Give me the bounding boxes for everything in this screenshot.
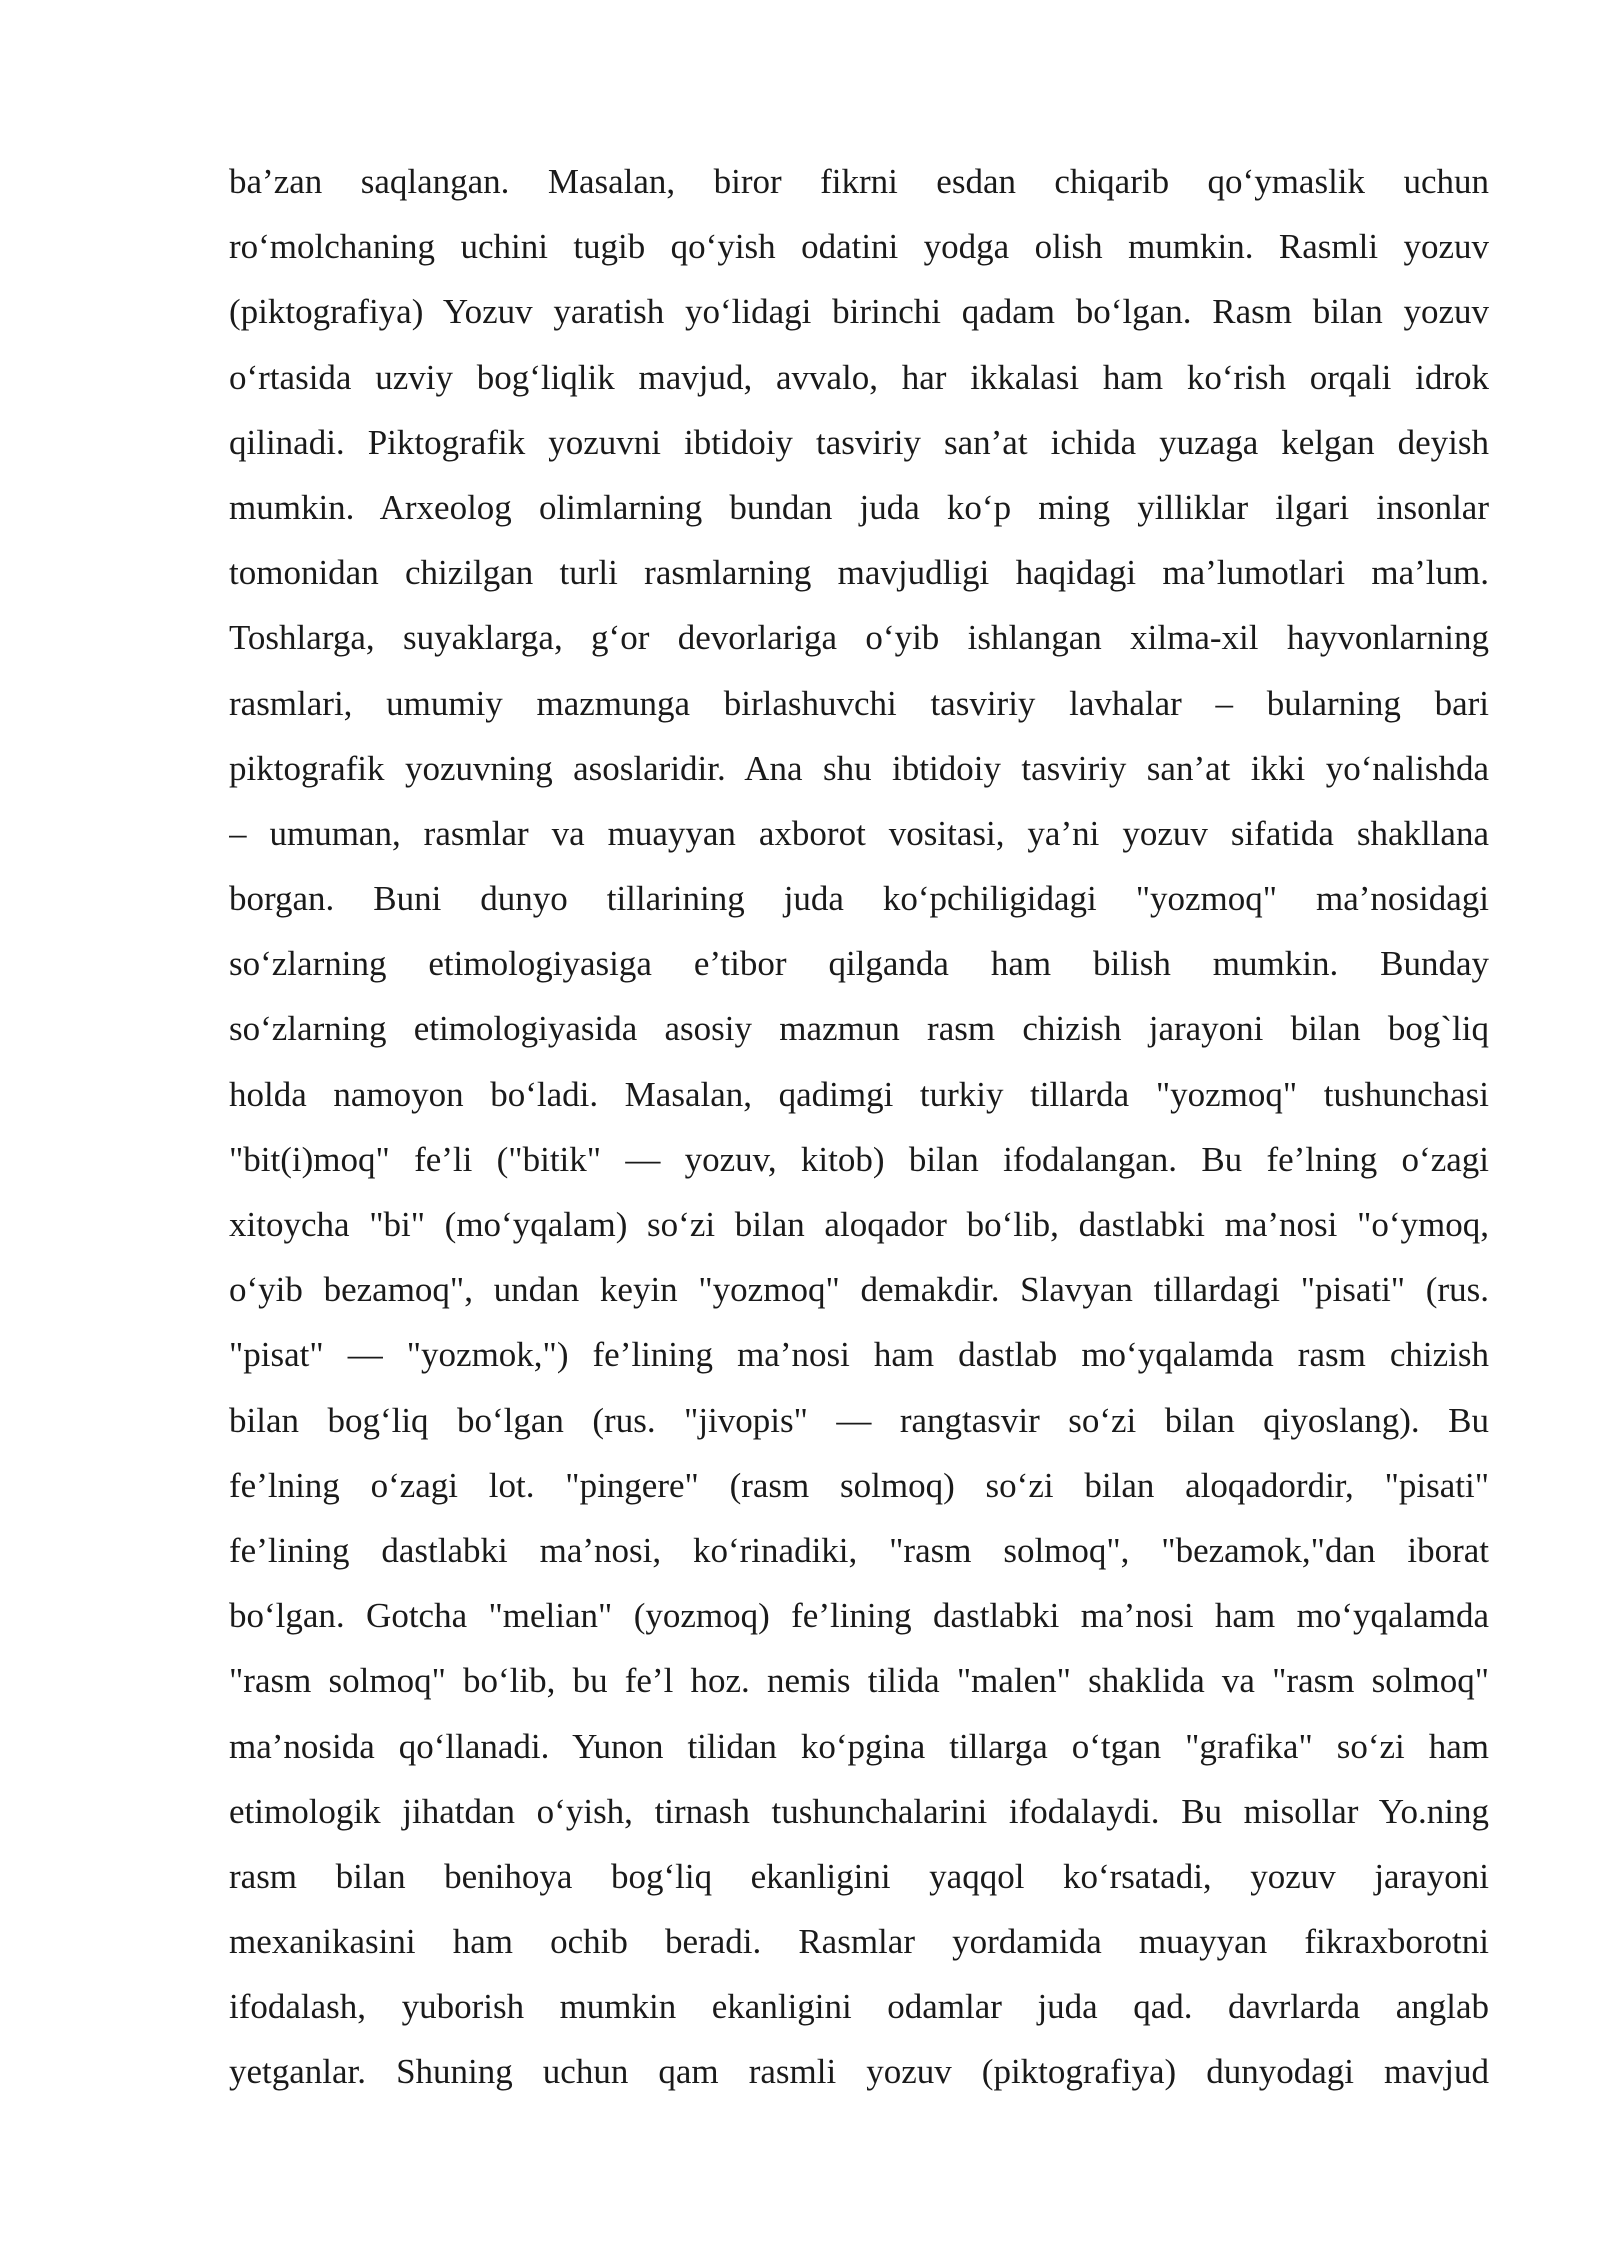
text-line: bilan bog‘liq bo‘lgan (rus. "jivopis" — rangtasvir so‘zi bilan qiyoslang). Bu	[229, 1400, 1489, 1440]
text-line: fe’lining dastlabki ma’nosi, ko‘rinadiki, "rasm solmoq", "bezamok,"dan iborat	[229, 1530, 1489, 1570]
text-line: qilinadi. Piktografik yozuvni ibtidoiy tasviriy san’at ichida yuzaga kelgan deyish	[229, 422, 1489, 462]
text-line: etimologik jihatdan o‘yish, tirnash tushunchalarini ifodalaydi. Bu misollar Yo.ning	[229, 1791, 1489, 1831]
text-line: xitoycha "bi" (mo‘yqalam) so‘zi bilan aloqador bo‘lib, dastlabki ma’nosi "o‘ymoq,	[229, 1205, 1489, 1244]
text-line: "bit(i)moq" fe’li ("bitik" — yozuv, kitob) bilan ifodalangan. Bu fe’lning o‘zagi	[229, 1139, 1489, 1179]
text-line: "pisat" — "yozmok,") fe’lining ma’nosi ham dastlab mo‘yqalamda rasm chizish	[229, 1335, 1489, 1375]
text-line: – umuman, rasmlar va muayyan axborot vositasi, ya’ni yozuv sifatida shakllana	[229, 813, 1489, 853]
text-line: borgan. Buni dunyo tillarining juda ko‘pchiligidagi "yozmoq" ma’nosidagi	[229, 879, 1489, 919]
text-line: holda namoyon bo‘ladi. Masalan, qadimgi turkiy tillarda "yozmoq" tushunchasi	[229, 1074, 1489, 1114]
body-paragraph	[229, 149, 1489, 2105]
text-line: so‘zlarning etimologiyasida asosiy mazmun rasm chizish jarayoni bilan bog`liq	[229, 1009, 1489, 1049]
text-line: ro‘molchaning uchini tugib qo‘yish odatini yodga olish mumkin. Rasmli yozuv	[229, 227, 1489, 267]
text-line: piktografik yozuvning asoslaridir. Ana shu ibtidoiy tasviriy san’at ikki yo‘nalishda	[229, 748, 1489, 788]
text-line: tomonidan chizilgan turli rasmlarning mavjudligi haqidagi ma’lumotlari ma’lum.	[229, 553, 1489, 593]
text-line: bo‘lgan. Gotcha "melian" (yozmoq) fe’lining dastlabki ma’nosi ham mo‘yqalamda	[229, 1596, 1489, 1636]
text-line: Toshlarga, suyaklarga, g‘or devorlariga o‘yib ishlangan xilma-xil hayvonlarning	[229, 618, 1489, 658]
text-line: ba’zan saqlangan. Masalan, biror fikrni esdan chiqarib qo‘ymaslik uchun	[229, 162, 1489, 201]
text-line: mumkin. Arxeolog olimlarning bundan juda ko‘p ming yilliklar ilgari insonlar	[229, 487, 1489, 527]
text-line: "rasm solmoq" bo‘lib, bu fe’l hoz. nemis tilida "malen" shaklida va "rasm solmoq"	[229, 1661, 1489, 1701]
text-line: yetganlar. Shuning uchun qam rasmli yozuv (piktografiya) dunyodagi mavjud	[229, 2052, 1489, 2092]
text-line: (piktografiya) Yozuv yaratish yo‘lidagi birinchi qadam bo‘lgan. Rasm bilan yozuv	[229, 292, 1489, 332]
text-line: fe’lning o‘zagi lot. "pingere" (rasm solmoq) so‘zi bilan aloqadordir, "pisati"	[229, 1465, 1489, 1505]
text-line: o‘rtasida uzviy bog‘liqlik mavjud, avvalo, har ikkalasi ham ko‘rish orqali idrok	[229, 357, 1489, 397]
text-line: ma’nosida qo‘llanadi. Yunon tilidan ko‘pgina tillarga o‘tgan "grafika" so‘zi ham	[229, 1726, 1489, 1766]
text-line: rasmlari, umumiy mazmunga birlashuvchi tasviriy lavhalar – bularning bari	[229, 683, 1489, 723]
text-line: rasm bilan benihoya bog‘liq ekanligini yaqqol ko‘rsatadi, yozuv jarayoni	[229, 1856, 1489, 1896]
text-line: ifodalash, yuborish mumkin ekanligini odamlar juda qad. davrlarda anglab	[229, 1987, 1489, 2027]
text-line: so‘zlarning etimologiyasiga e’tibor qilganda ham bilish mumkin. Bunday	[229, 944, 1489, 984]
text-line: mexanikasini ham ochib beradi. Rasmlar yordamida muayyan fikraxborotni	[229, 1922, 1489, 1962]
text-line: o‘yib bezamoq", undan keyin "yozmoq" demakdir. Slavyan tillardagi "pisati" (rus.	[229, 1270, 1489, 1310]
